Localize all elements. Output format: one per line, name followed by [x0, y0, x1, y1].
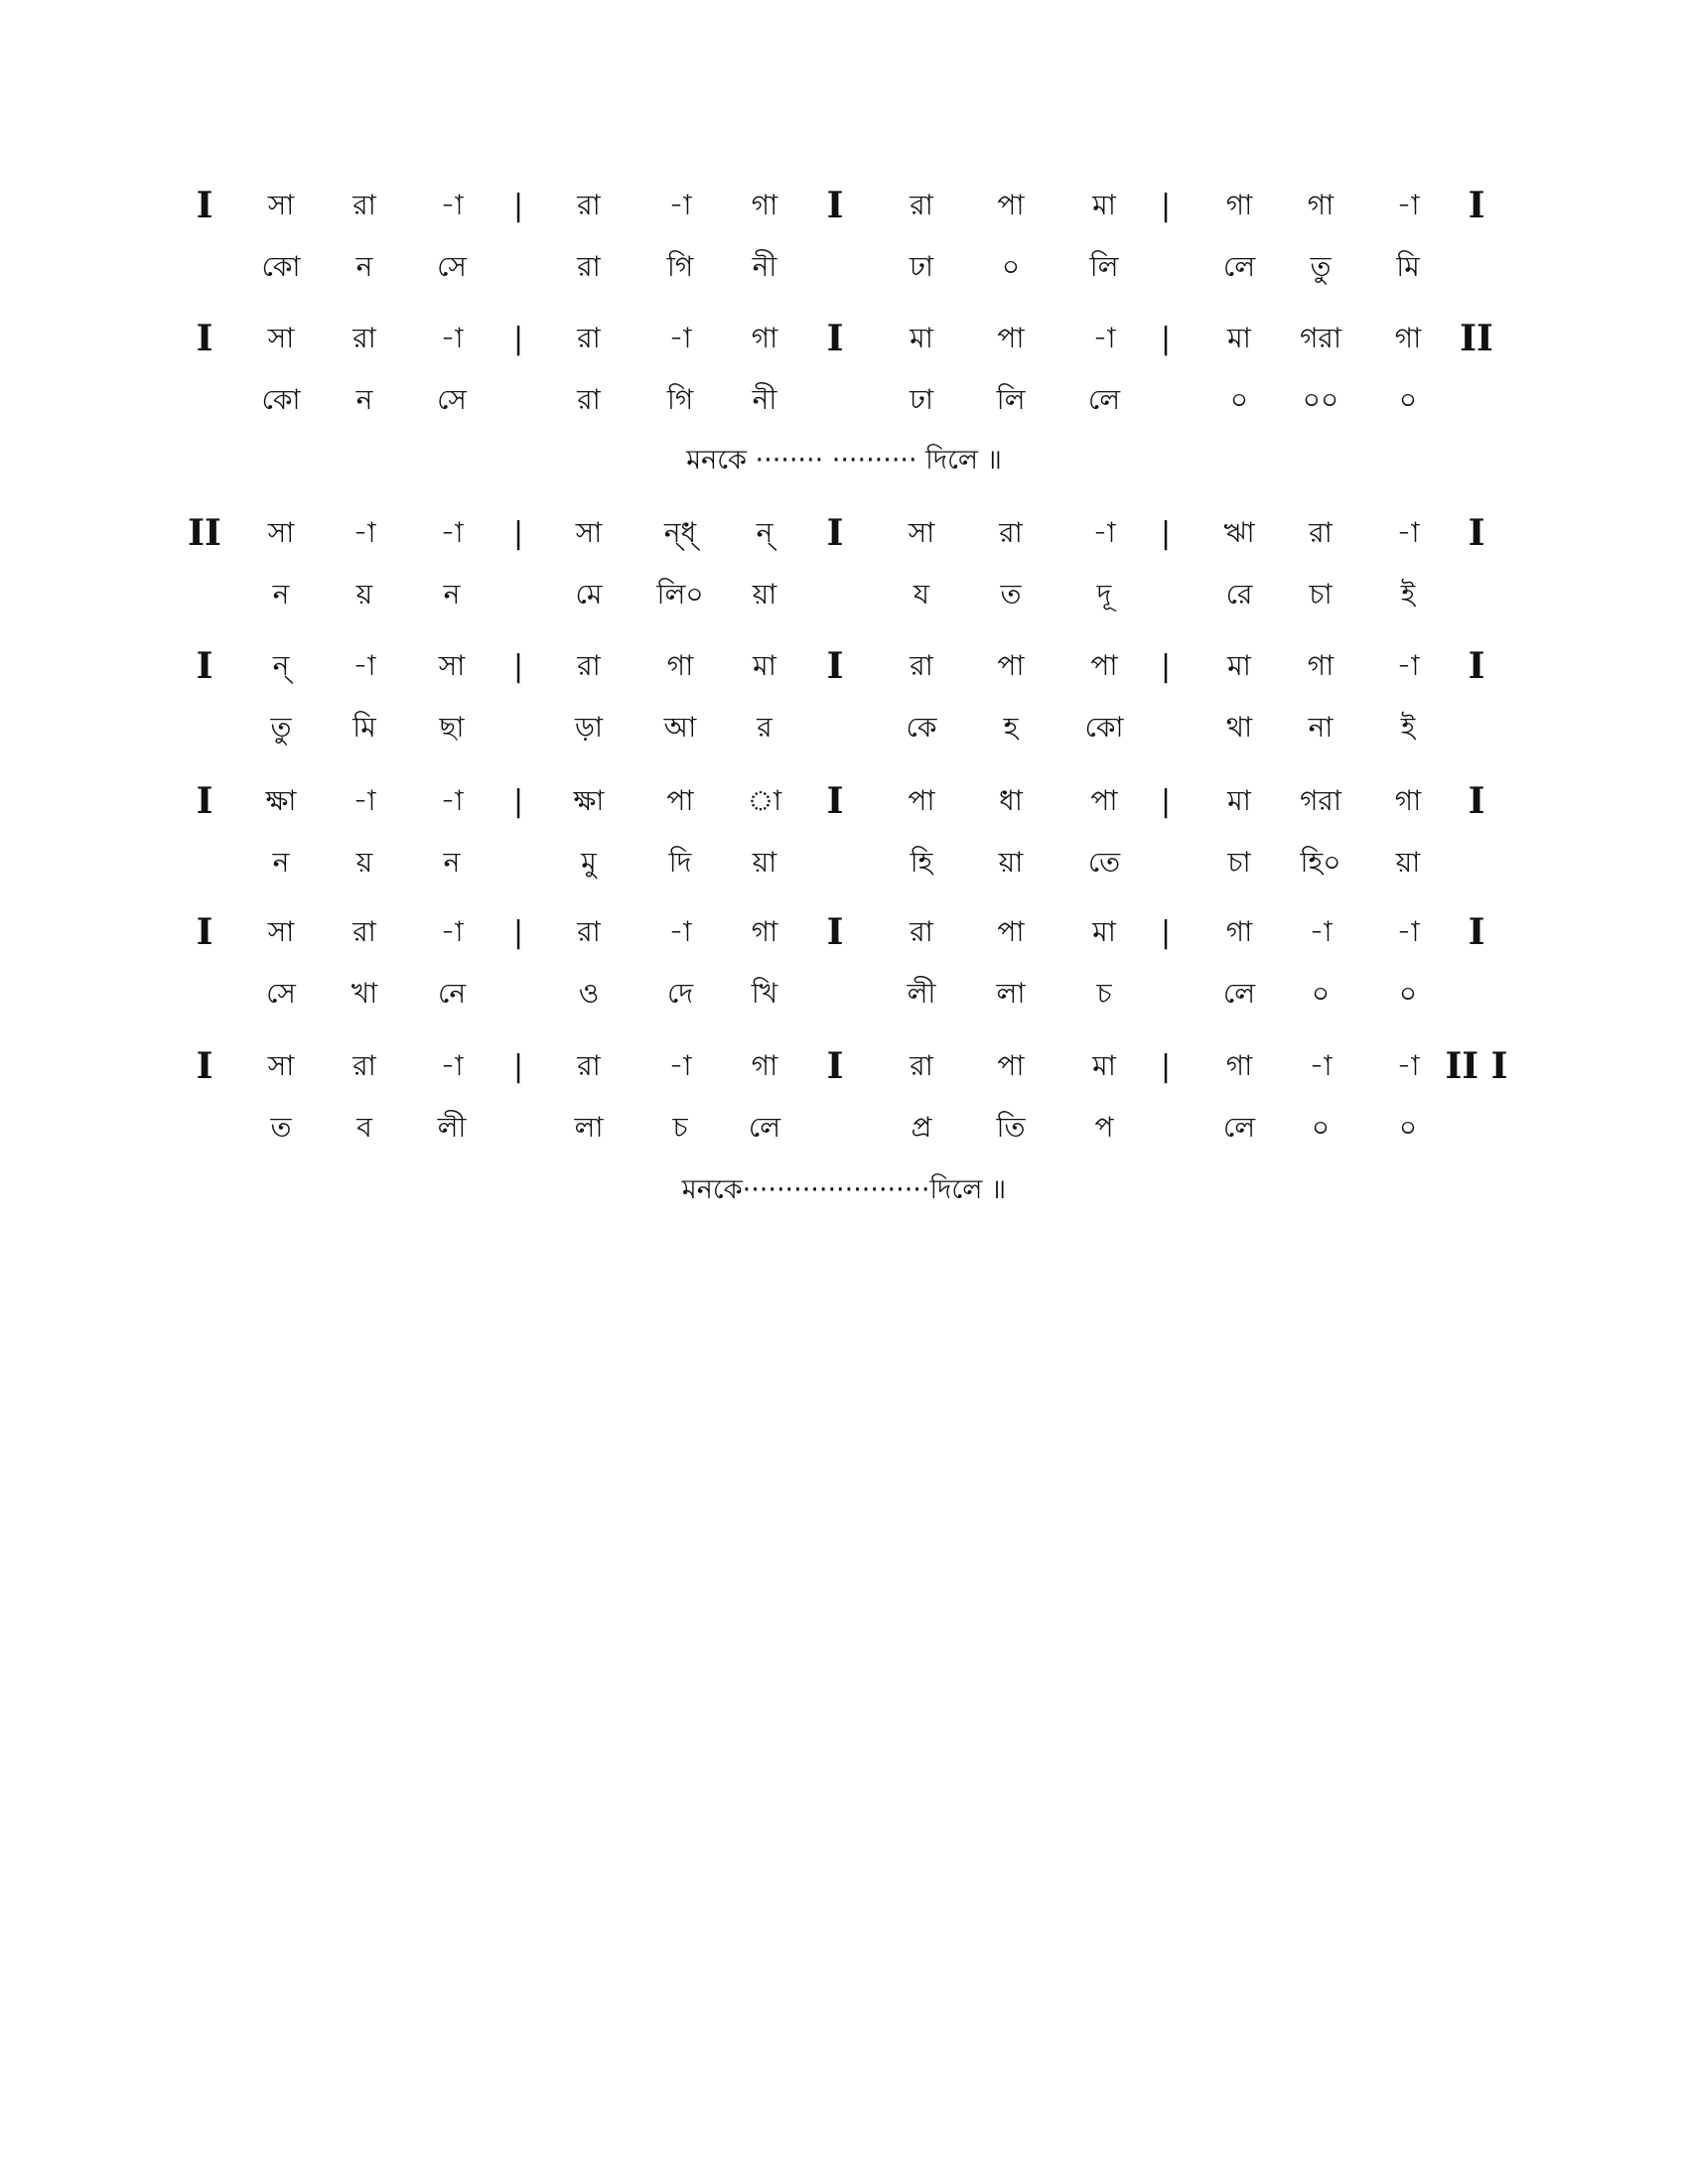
lyric-cell: রা: [577, 383, 601, 416]
beat-divider: |: [1160, 516, 1172, 551]
note-cell: গা: [1225, 189, 1253, 221]
note-cell: -া: [1396, 516, 1420, 549]
lyric-cell: ঢা: [910, 383, 933, 416]
lyric-cell: ত: [1000, 578, 1022, 611]
note-cell: রা: [910, 915, 933, 948]
note-cell: মা: [1227, 649, 1251, 682]
note-cell: গা: [1225, 915, 1253, 948]
bar-line: I: [196, 780, 213, 822]
lyric-cell: না: [1308, 711, 1334, 744]
lyric-cell: প: [1094, 1111, 1114, 1144]
lyric-cell: গি: [666, 383, 694, 416]
bar-line: I: [196, 1045, 213, 1087]
note-cell: গা: [751, 322, 778, 354]
note-cell: -া: [1396, 649, 1420, 682]
bar-line: II: [1460, 318, 1493, 359]
lyric-cell: ত: [270, 1111, 292, 1144]
lyric-cell: ০: [1229, 383, 1249, 416]
note-cell: সা: [267, 915, 295, 948]
lyric-cell: গি: [666, 250, 694, 283]
note-cell: মা: [1227, 784, 1251, 817]
note-cell: গা: [751, 1049, 778, 1082]
note-cell: ঋা: [1223, 516, 1255, 549]
lyric-cell: ০: [1398, 977, 1418, 1010]
note-cell: -া: [1309, 915, 1333, 948]
bar-line: I: [826, 185, 844, 226]
note-cell: সা: [438, 649, 466, 682]
refrain-line: মনকে······················দিলে ॥: [681, 1174, 1007, 1205]
lyric-cell: তি: [996, 1111, 1026, 1144]
note-cell: রা: [352, 322, 376, 354]
beat-divider: |: [1160, 322, 1172, 356]
lyric-cell: চ: [672, 1111, 688, 1144]
beat-divider: |: [512, 516, 524, 551]
lyric-cell: নী: [752, 250, 777, 283]
note-cell: রা: [577, 1049, 601, 1082]
lyric-cell: চা: [1309, 578, 1333, 611]
note-cell: সা: [908, 516, 935, 549]
note-cell: -া: [440, 516, 464, 549]
note-cell: রা: [910, 649, 933, 682]
note-cell: পা: [997, 322, 1025, 354]
note-cell: -া: [352, 649, 376, 682]
note-cell: রা: [910, 189, 933, 221]
note-cell: সা: [267, 322, 295, 354]
lyric-cell: ন: [443, 578, 461, 611]
lyric-cell: লে: [1087, 383, 1121, 416]
note-cell: মা: [1092, 915, 1116, 948]
lyric-cell: হি০: [1300, 846, 1341, 879]
lyric-cell: রা: [577, 250, 601, 283]
bar-line: I: [1468, 512, 1485, 554]
lyric-cell: সে: [437, 250, 467, 283]
lyric-cell: ই: [1400, 711, 1416, 744]
lyric-cell: নী: [752, 383, 777, 416]
note-cell: পা: [997, 649, 1025, 682]
bar-line: I: [1468, 911, 1485, 953]
beat-divider: |: [512, 915, 524, 950]
note-cell: রা: [577, 915, 601, 948]
note-cell: ক্ষা: [573, 784, 605, 817]
lyric-cell: সে: [437, 383, 467, 416]
lyric-cell: ০: [1001, 250, 1021, 283]
lyric-cell: লে: [748, 1111, 781, 1144]
note-cell: মা: [1227, 322, 1251, 354]
lyric-cell: র: [757, 711, 773, 744]
lyric-cell: য়: [355, 578, 373, 611]
lyric-cell: দি: [668, 846, 692, 879]
note-cell: ন্: [756, 516, 774, 549]
lyric-cell: লী: [437, 1111, 467, 1144]
lyric-cell: আ: [663, 711, 697, 744]
beat-divider: |: [1160, 189, 1172, 223]
lyric-cell: য: [913, 578, 930, 611]
lyric-cell: নে: [437, 977, 467, 1010]
bar-line: I: [1468, 780, 1485, 822]
lyric-cell: ন: [355, 250, 373, 283]
note-cell: রা: [577, 322, 601, 354]
lyric-cell: রে: [1225, 578, 1253, 611]
note-cell: ক্ষা: [265, 784, 297, 817]
lyric-cell: দূ: [1096, 578, 1112, 611]
note-cell: -া: [668, 1049, 692, 1082]
note-cell: -া: [440, 1049, 464, 1082]
lyric-cell: ই: [1400, 578, 1416, 611]
note-cell: -া: [668, 322, 692, 354]
lyric-cell: ০০: [1302, 383, 1339, 416]
note-cell: রা: [577, 649, 601, 682]
bar-line: I: [826, 911, 844, 953]
note-cell: -া: [352, 516, 376, 549]
note-cell: ন্ধ্: [663, 516, 697, 549]
note-cell: পা: [997, 915, 1025, 948]
note-cell: গা: [751, 189, 778, 221]
note-cell: সা: [267, 516, 295, 549]
note-cell: গরা: [1300, 784, 1341, 817]
lyric-cell: ছা: [439, 711, 465, 744]
lyric-cell: ০: [1398, 383, 1418, 416]
note-cell: -া: [1396, 189, 1420, 221]
lyric-cell: য়: [355, 846, 373, 879]
lyric-cell: ন: [272, 846, 290, 879]
lyric-cell: চ: [1096, 977, 1112, 1010]
note-cell: সা: [267, 1049, 295, 1082]
beat-divider: |: [1160, 915, 1172, 950]
bar-line: I: [826, 780, 844, 822]
note-cell: গা: [1225, 1049, 1253, 1082]
lyric-cell: ড়া: [574, 711, 604, 744]
note-cell: -া: [440, 322, 464, 354]
lyric-cell: মে: [575, 578, 603, 611]
note-cell: পা: [997, 1049, 1025, 1082]
note-cell: -া: [668, 915, 692, 948]
note-cell: পা: [1090, 649, 1118, 682]
note-cell: পা: [666, 784, 694, 817]
note-cell: -া: [440, 189, 464, 221]
note-cell: পা: [997, 189, 1025, 221]
note-cell: া: [747, 784, 782, 817]
lyric-cell: কে: [906, 711, 937, 744]
beat-divider: |: [512, 649, 524, 684]
bar-line: I: [1468, 185, 1485, 226]
lyric-cell: ০: [1398, 1111, 1418, 1144]
note-cell: গা: [751, 915, 778, 948]
note-cell: সা: [267, 189, 295, 221]
note-cell: -া: [1396, 915, 1420, 948]
note-cell: গা: [1394, 784, 1422, 817]
beat-divider: |: [512, 784, 524, 819]
lyric-cell: ০: [1311, 977, 1331, 1010]
lyric-cell: দে: [666, 977, 694, 1010]
lyric-cell: লি: [996, 383, 1026, 416]
note-cell: মা: [1092, 1049, 1116, 1082]
note-cell: রা: [999, 516, 1023, 549]
lyric-cell: লি: [1089, 250, 1119, 283]
note-cell: রা: [352, 915, 376, 948]
bar-line: I: [196, 185, 213, 226]
note-cell: মা: [910, 322, 933, 354]
bar-line: I: [826, 645, 844, 687]
lyric-cell: কো: [261, 250, 301, 283]
lyric-cell: থা: [1225, 711, 1253, 744]
bar-line: I: [826, 512, 844, 554]
lyric-cell: ও: [578, 977, 600, 1010]
note-cell: -া: [1092, 516, 1116, 549]
refrain-line: মনকে ········ ·········· দিলে ॥: [686, 445, 1002, 476]
bar-line: II I: [1445, 1045, 1508, 1087]
note-cell: ন্: [272, 649, 290, 682]
beat-divider: |: [1160, 784, 1172, 819]
lyric-cell: লি০: [656, 578, 704, 611]
lyric-cell: য়া: [752, 846, 777, 879]
note-cell: সা: [575, 516, 603, 549]
lyric-cell: তু: [270, 711, 292, 744]
lyric-cell: ন: [272, 578, 290, 611]
bar-line: I: [1468, 645, 1485, 687]
note-cell: গরা: [1300, 322, 1341, 354]
note-cell: রা: [1309, 516, 1333, 549]
note-cell: গা: [666, 649, 694, 682]
lyric-cell: প্র: [911, 1111, 932, 1144]
lyric-cell: ব: [356, 1111, 372, 1144]
lyric-cell: লী: [907, 977, 936, 1010]
note-cell: -া: [1309, 1049, 1333, 1082]
note-cell: মা: [1092, 189, 1116, 221]
lyric-cell: লা: [996, 977, 1026, 1010]
note-cell: গা: [1307, 189, 1335, 221]
lyric-cell: খি: [751, 977, 778, 1010]
lyric-cell: ০: [1311, 1111, 1331, 1144]
note-cell: -া: [352, 784, 376, 817]
bar-line: I: [826, 318, 844, 359]
note-cell: -া: [668, 189, 692, 221]
note-cell: গা: [1394, 322, 1422, 354]
beat-divider: |: [1160, 1049, 1172, 1084]
bar-line: I: [196, 318, 213, 359]
bar-line: I: [196, 911, 213, 953]
lyric-cell: লে: [1222, 1111, 1256, 1144]
lyric-cell: ন: [355, 383, 373, 416]
note-cell: পা: [1090, 784, 1118, 817]
note-cell: মা: [753, 649, 776, 682]
bar-line: II: [188, 512, 221, 554]
beat-divider: |: [512, 322, 524, 356]
lyric-cell: ন: [443, 846, 461, 879]
lyric-cell: কো: [261, 383, 301, 416]
lyric-cell: কো: [1084, 711, 1124, 744]
note-cell: -া: [440, 915, 464, 948]
lyric-cell: মি: [1396, 250, 1420, 283]
lyric-cell: হি: [910, 846, 933, 879]
note-cell: রা: [352, 189, 376, 221]
note-cell: রা: [910, 1049, 933, 1082]
lyric-cell: য়া: [1395, 846, 1421, 879]
note-cell: -া: [1092, 322, 1116, 354]
note-cell: রা: [577, 189, 601, 221]
note-cell: -া: [1396, 1049, 1420, 1082]
beat-divider: |: [512, 189, 524, 223]
lyric-cell: ঢা: [910, 250, 933, 283]
note-cell: গা: [1307, 649, 1335, 682]
bar-line: I: [196, 645, 213, 687]
lyric-cell: হ: [1003, 711, 1019, 744]
lyric-cell: চা: [1227, 846, 1251, 879]
lyric-cell: মি: [352, 711, 376, 744]
lyric-cell: লা: [574, 1111, 604, 1144]
note-cell: পা: [908, 784, 935, 817]
lyric-cell: তে: [1087, 846, 1121, 879]
lyric-cell: খা: [351, 977, 378, 1010]
note-cell: ধা: [999, 784, 1023, 817]
beat-divider: |: [512, 1049, 524, 1084]
lyric-cell: তু: [1310, 250, 1332, 283]
note-cell: রা: [352, 1049, 376, 1082]
lyric-cell: লে: [1222, 977, 1256, 1010]
lyric-cell: মু: [581, 846, 597, 879]
lyric-cell: লে: [1222, 250, 1256, 283]
lyric-cell: য়া: [998, 846, 1024, 879]
beat-divider: |: [1160, 649, 1172, 684]
lyric-cell: য়া: [752, 578, 777, 611]
note-cell: -া: [440, 784, 464, 817]
lyric-cell: সে: [266, 977, 296, 1010]
bar-line: I: [826, 1045, 844, 1087]
